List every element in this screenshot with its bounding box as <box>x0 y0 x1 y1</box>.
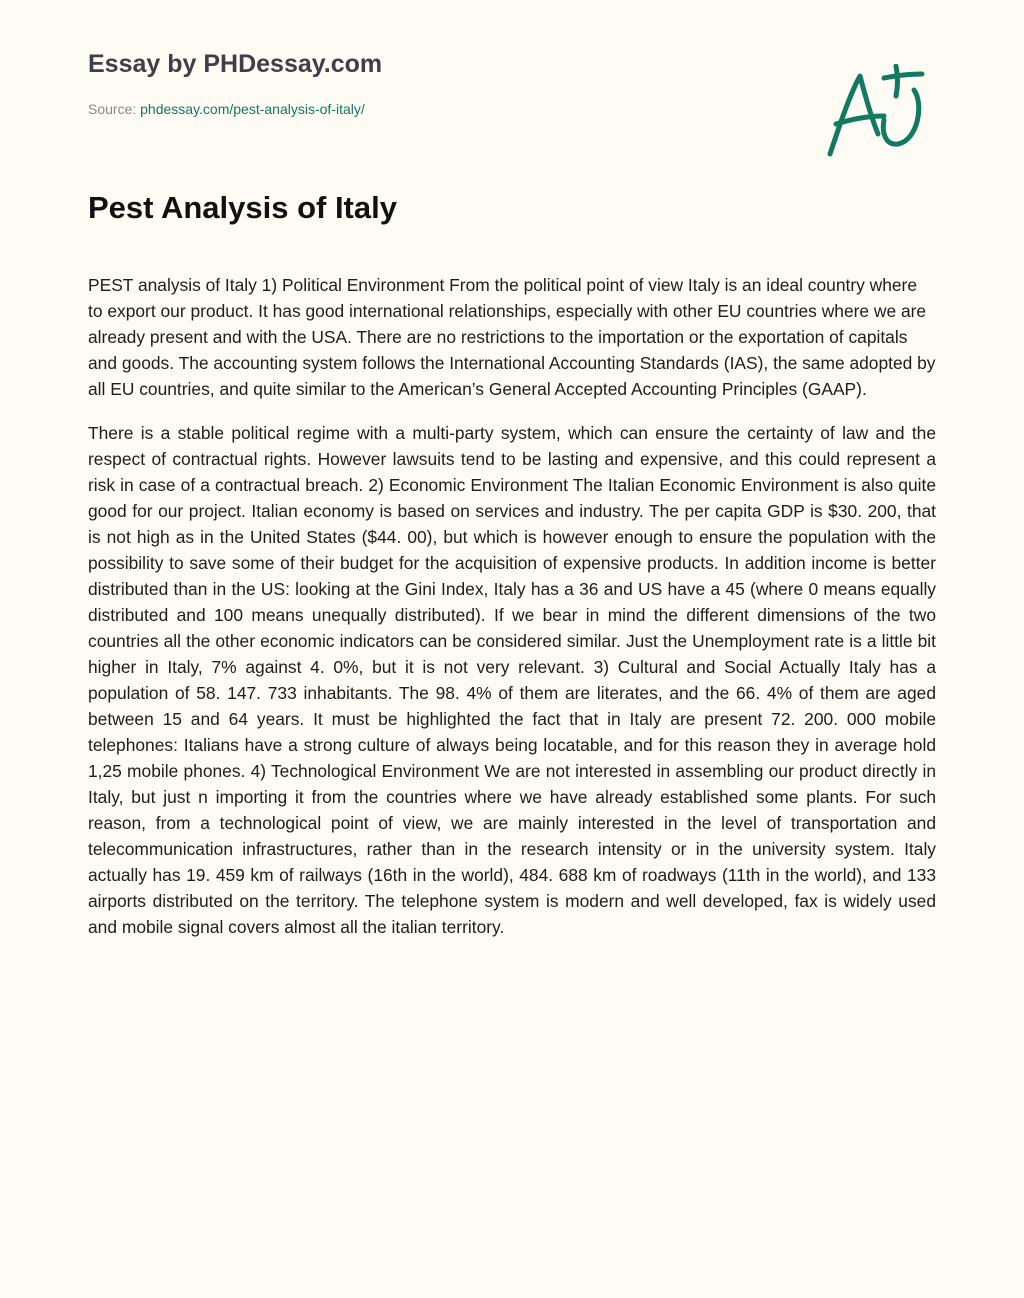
source-link[interactable]: phdessay.com/pest-analysis-of-italy/ <box>140 101 365 117</box>
essay-paragraph: PEST analysis of Italy 1) Political Environment From the political point of view Italy is an ideal country where to export our product. It has good international relationships, especially with other EU countries where we are already present and with the USA. There are no restrictions to the importation or the exportation of capitals and goods. The accounting system follows the International Accounting Standards (IAS), the same adopted by all EU countries, and quite similar to the American’s General Accepted Accounting Principles (GAAP). <box>88 275 936 399</box>
site-brand: Essay by PHDessay.com <box>88 50 383 78</box>
source-line <box>88 101 365 117</box>
essay-paragraph: There is a stable political regime with a multi-party system, which can ensure the certainty of law and the respect of contractual rights. However lawsuits tend to be lasting and expensive, and this could represent a risk in case of a contractual breach. 2) Economic Environment The Italian Economic Environment is also quite good for our project. Italian economy is based on services and industry. The per capita GDP is $30. 200, that is not high as in the United States ($44. 00), but which is however enough to ensure the population with the possibility to save some of their budget for the acquisition of expensive products. In addition income is better distributed than in the US: looking at the Gini Index, Italy has a 36 and US have a 45 (where 0 means equally distributed and 100 means unequally distributed). If we bear in mind the different dimensions of the two countries all the other economic indicators can be considered similar. Just the Unemployment rate is a little bit higher in Italy, 7% against 4. 0%, but it is not very relevant. 3) Cultural and Social Actually Italy has a population of 58. 147. 733 inhabitants. The 98. 4% of them are literates, and the 66. 4% of them are aged between 15 and 64 years. It must be highlighted the fact that in Italy are present 72. 200. 000 mobile telephones: Italians have a strong culture of always being locatable, and for this reason they in average hold 1,25 mobile phones. 4) Technological Environment We are not interested in assembling our product directly in Italy, but just n importing it from the countries where we have already established some plants. For such reason, from a technological point of view, we are mainly interested in the level of transportation and telecommunication infrastructures, rather than in the research intensity or in the university system. Italy actually has 19. 459 km of railways (16th in the world), 484. 688 km of roadways (11th in the world), and 133 airports distributed on the territory. The telephone system is modern and well developed, fax is widely used and mobile signal covers almost all the italian territory. <box>88 423 936 937</box>
a-plus-logo-icon <box>822 64 928 160</box>
source-label: Source: <box>88 101 141 117</box>
page-title: Pest Analysis of Italy <box>88 190 397 225</box>
essay-body <box>88 272 936 958</box>
